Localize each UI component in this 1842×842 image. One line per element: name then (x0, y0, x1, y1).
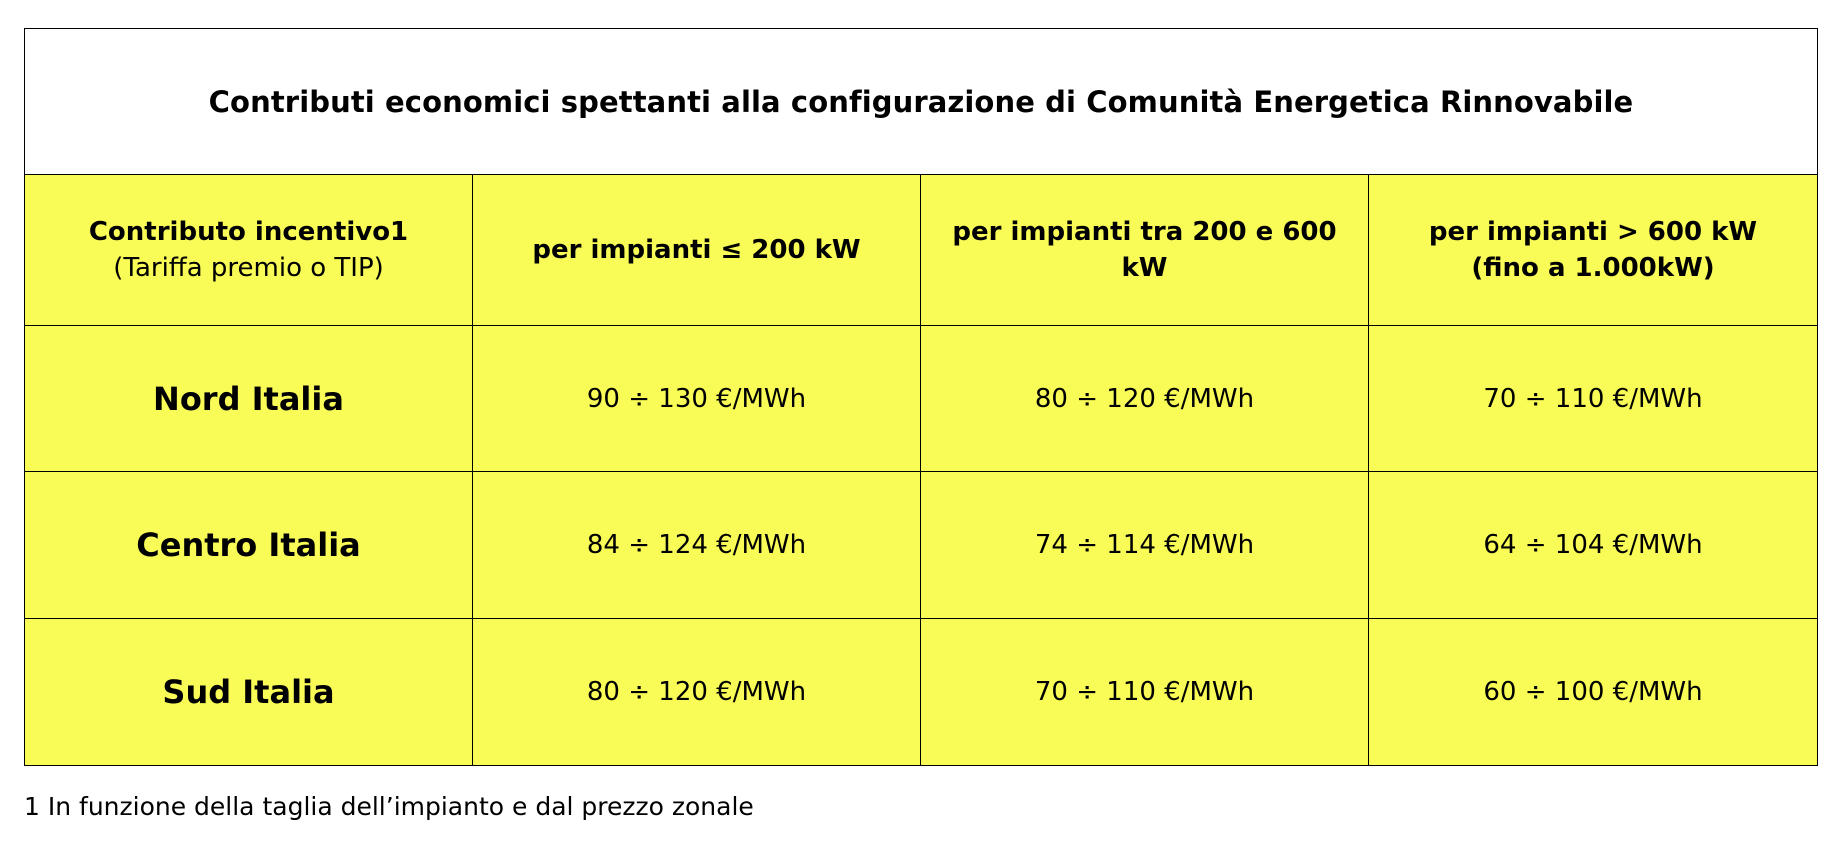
header-over-600kw-label: per impianti > 600 kW (fino a 1.000kW) (1428, 217, 1758, 283)
table-cell (473, 619, 921, 765)
row-region-cell (25, 326, 473, 472)
value-nord-upto-200kw: 90 ÷ 130 €/MWh (586, 383, 807, 414)
header-cell-over-600kw (1369, 175, 1817, 326)
value-sud-upto-200kw: 80 ÷ 120 €/MWh (586, 677, 807, 707)
value-centro-upto-200kw: 84 ÷ 124 €/MWh (586, 530, 807, 560)
value-nord-200-600kw: 80 ÷ 120 €/MWh (1034, 383, 1255, 414)
table-cell (1369, 326, 1817, 472)
row-region-cell (25, 619, 473, 765)
header-cell-200-600kw (921, 175, 1369, 326)
table-title-row (25, 29, 1817, 175)
region-label-sud: Sud Italia (162, 673, 335, 711)
region-label-centro: Centro Italia (136, 526, 361, 564)
header-cell-upto-200kw (473, 175, 921, 326)
table-cell (921, 326, 1369, 472)
value-sud-over-600kw: 60 ÷ 100 €/MWh (1483, 677, 1703, 707)
header-upto-200kw-label: per impianti ≤ 200 kW (532, 235, 861, 265)
value-nord-over-600kw: 70 ÷ 110 €/MWh (1483, 383, 1703, 414)
table-grid (25, 175, 1817, 765)
table-cell (473, 326, 921, 472)
table-cell (1369, 472, 1817, 619)
row-region-cell (25, 472, 473, 619)
incentive-table (24, 28, 1818, 766)
header-contributo-sublabel: (Tariffa premio o TIP) (113, 253, 384, 283)
table-cell (921, 619, 1369, 765)
footnote: 1 In funzione della taglia dell’impianto e dal prezzo zonale (24, 792, 754, 821)
region-label-nord: Nord Italia (153, 379, 344, 418)
value-sud-200-600kw: 70 ÷ 110 €/MWh (1034, 677, 1255, 707)
table-title: Contributi economici spettanti alla configurazione di Comunità Energetica Rinnovabile (208, 84, 1634, 119)
table-cell (921, 472, 1369, 619)
header-cell-contributo (25, 175, 473, 326)
value-centro-200-600kw: 74 ÷ 114 €/MWh (1034, 530, 1255, 560)
table-cell (473, 472, 921, 619)
value-centro-over-600kw: 64 ÷ 104 €/MWh (1483, 530, 1703, 560)
header-200-600kw-label: per impianti tra 200 e 600 kW (952, 217, 1337, 283)
table-cell (1369, 619, 1817, 765)
header-contributo-label: Contributo incentivo1 (88, 217, 409, 247)
